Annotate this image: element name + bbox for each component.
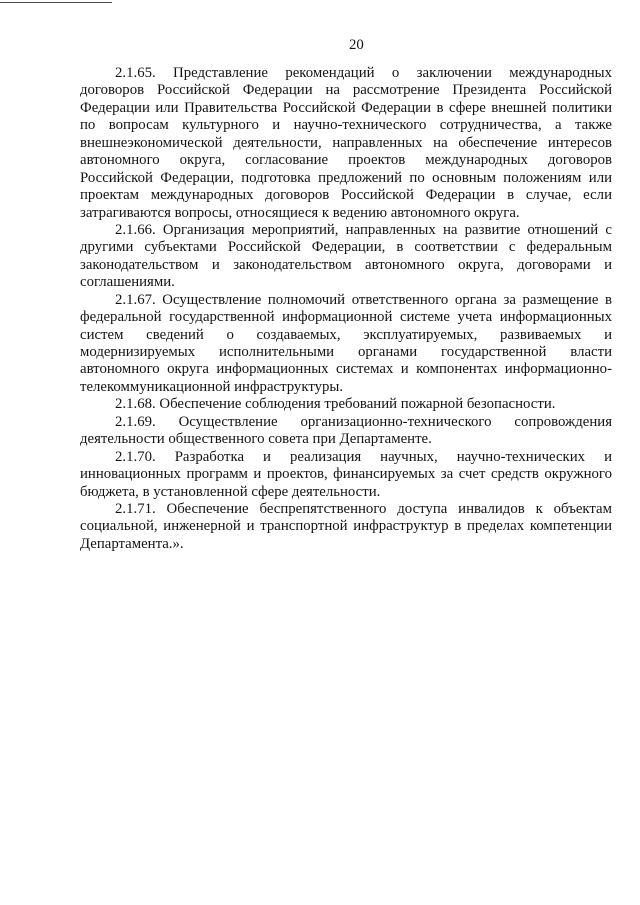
text-line: 2.1.68. Обеспечение соблюдения требований пожарной безопасности. (115, 396, 556, 413)
text-line: инновационных программ и проектов, финансируемых за счет средств окружного (80, 466, 612, 483)
text-line: бюджета, в установленной сфере деятельности. (80, 483, 381, 500)
paragraph-2-1-69 (80, 414, 612, 449)
header-rule (0, 2, 112, 3)
text-line: социальной, инженерной и транспортной инфраструктур в пределах компетенции (80, 518, 612, 535)
text-line: систем сведений о создаваемых, эксплуатируемых, развиваемых и (80, 326, 612, 343)
paragraph-2-1-71 (80, 501, 612, 553)
text-line: автономного округа, согласование проектов международных договоров (80, 152, 612, 169)
text-line: Департамента.». (80, 535, 184, 552)
text-line: 2.1.66. Организация мероприятий, направленных на развитие отношений с (115, 221, 612, 238)
text-line: 2.1.69. Осуществление организационно-технического сопровождения (115, 413, 612, 430)
text-line: договоров Российской Федерации на рассмотрение Президента Российской (80, 82, 612, 99)
text-line: автономного округа информационных системах и компонентах информационно- (80, 361, 612, 378)
text-line: по вопросам культурного и научно-технического сотрудничества, а также (80, 117, 612, 134)
text-line: 2.1.67. Осуществление полномочий ответственного органа за размещение в (115, 291, 612, 308)
text-line: соглашениями. (80, 274, 175, 291)
document-body (80, 65, 612, 553)
paragraph-2-1-70 (80, 449, 612, 501)
text-line: другими субъектами Российской Федерации, в соответствии с федеральным (80, 239, 612, 256)
text-line: телекоммуникационной инфраструктуры. (80, 378, 344, 395)
text-line: федеральной государственной информационной системе учета информационных (80, 309, 612, 326)
text-line: законодательством и законодательством автономного округа, договорами и (80, 256, 612, 273)
text-line: внешнеэкономической деятельности, направленных на обеспечение интересов (80, 134, 612, 151)
text-line: деятельности общественного совета при Департаменте. (80, 431, 432, 448)
page-number: 20 (349, 37, 364, 53)
text-line: затрагиваются вопросы, относящиеся к ведению автономного округа. (80, 204, 520, 221)
paragraph-2-1-68 (80, 396, 612, 413)
text-line: 2.1.65. Представление рекомендаций о заключении международных (115, 65, 612, 81)
text-line: модернизируемых исполнительными органами государственной власти (80, 344, 612, 360)
paragraph-2-1-67 (80, 292, 612, 397)
text-line: проектам международных договоров Российской Федерации в случае, если (80, 187, 612, 204)
text-line: 2.1.71. Обеспечение беспрепятственного доступа инвалидов к объектам (115, 500, 612, 517)
text-line: Российской Федерации, подготовка предложений по основным положениям или (80, 169, 612, 186)
text-line: 2.1.70. Разработка и реализация научных, научно-технических и (115, 448, 612, 465)
paragraph-2-1-65 (80, 65, 612, 222)
text-line: Федерации или Правительства Российской Федерации в сфере внешней политики (80, 99, 612, 116)
paragraph-2-1-66 (80, 222, 612, 292)
